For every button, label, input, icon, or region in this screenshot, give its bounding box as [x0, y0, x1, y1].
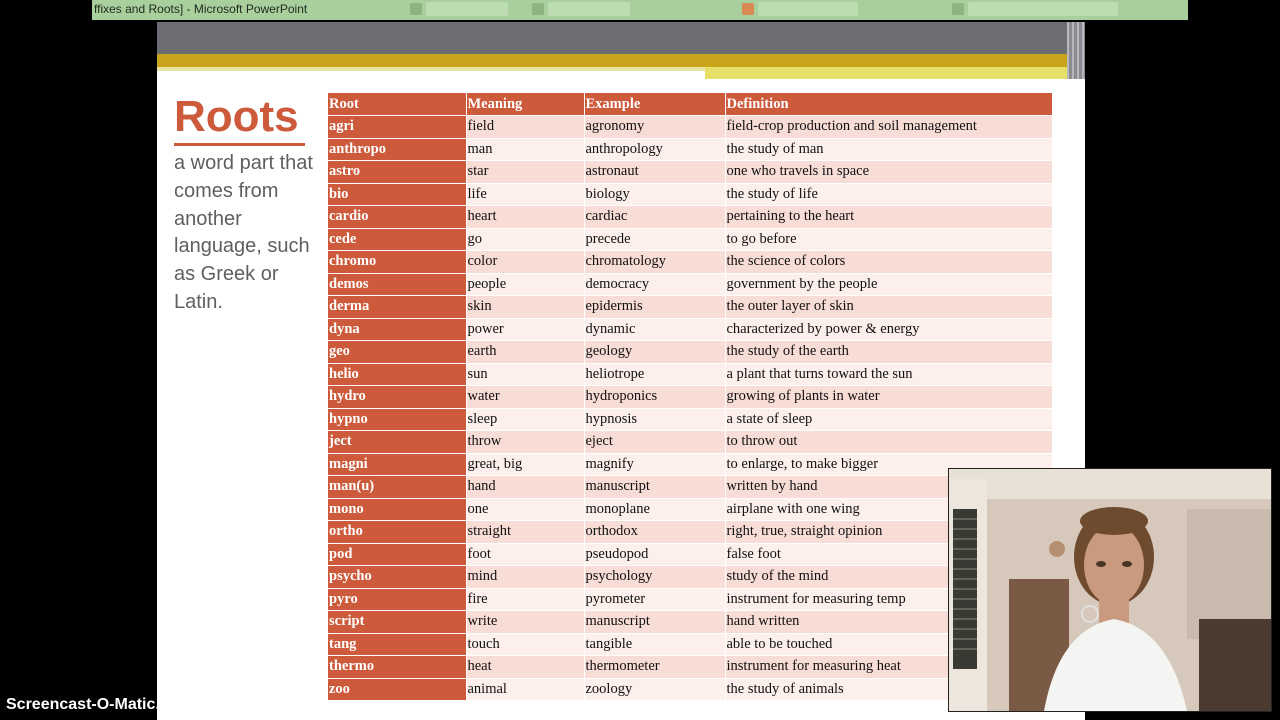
cell-definition: hand written: [725, 611, 1052, 634]
cell-meaning: man: [466, 138, 584, 161]
app-icon: [532, 3, 544, 15]
cell-meaning: animal: [466, 678, 584, 700]
cell-meaning: skin: [466, 296, 584, 319]
cell-root: cardio: [328, 206, 466, 229]
table-row: [328, 566, 1052, 589]
cell-example: hydroponics: [584, 386, 725, 409]
cell-meaning: foot: [466, 543, 584, 566]
table-row: [328, 138, 1052, 161]
app-icon: [952, 3, 964, 15]
cell-definition: false foot: [725, 543, 1052, 566]
cell-root: mono: [328, 498, 466, 521]
header-decor: [1067, 22, 1085, 79]
cell-definition: written by hand: [725, 476, 1052, 499]
cell-meaning: color: [466, 251, 584, 274]
cell-example: manuscript: [584, 611, 725, 634]
cell-definition: a state of sleep: [725, 408, 1052, 431]
table-row: [328, 678, 1052, 700]
table-row: [328, 296, 1052, 319]
cell-root: ortho: [328, 521, 466, 544]
cell-example: pseudopod: [584, 543, 725, 566]
cell-root: agri: [328, 116, 466, 139]
screencast-watermark: Screencast-O-Matic.com: [6, 696, 193, 713]
cell-definition: field-crop production and soil management: [725, 116, 1052, 139]
table-row: [328, 408, 1052, 431]
header-meaning: Meaning: [466, 93, 584, 116]
cell-example: magnify: [584, 453, 725, 476]
table-row: [328, 633, 1052, 656]
cell-example: cardiac: [584, 206, 725, 229]
cell-definition: the study of man: [725, 138, 1052, 161]
cell-example: manuscript: [584, 476, 725, 499]
cell-definition: instrument for measuring temp: [725, 588, 1052, 611]
cell-definition: the outer layer of skin: [725, 296, 1052, 319]
cell-meaning: power: [466, 318, 584, 341]
cell-meaning: heat: [466, 656, 584, 679]
table-row: [328, 363, 1052, 386]
cell-definition: able to be touched: [725, 633, 1052, 656]
cell-root: astro: [328, 161, 466, 184]
cell-example: precede: [584, 228, 725, 251]
header-band: [157, 22, 1085, 54]
cell-example: anthropology: [584, 138, 725, 161]
cell-root: hydro: [328, 386, 466, 409]
cell-meaning: sun: [466, 363, 584, 386]
cell-example: biology: [584, 183, 725, 206]
table-row: [328, 206, 1052, 229]
table-row: [328, 273, 1052, 296]
cell-meaning: sleep: [466, 408, 584, 431]
table-row: [328, 656, 1052, 679]
app-icon: [410, 3, 422, 15]
cell-example: heliotrope: [584, 363, 725, 386]
table-row: [328, 476, 1052, 499]
cell-root: cede: [328, 228, 466, 251]
slide-canvas: [157, 22, 1085, 720]
cell-example: agronomy: [584, 116, 725, 139]
cell-root: ject: [328, 431, 466, 454]
cell-root: magni: [328, 453, 466, 476]
cell-example: chromatology: [584, 251, 725, 274]
window-title: ffixes and Roots] - Microsoft PowerPoint: [94, 2, 308, 16]
cell-example: epidermis: [584, 296, 725, 319]
table-row: [328, 251, 1052, 274]
header-stripe: [157, 54, 1085, 67]
header-example: Example: [584, 93, 725, 116]
cell-definition: instrument for measuring heat: [725, 656, 1052, 679]
cell-example: dynamic: [584, 318, 725, 341]
cell-definition: right, true, straight opinion: [725, 521, 1052, 544]
cell-example: zoology: [584, 678, 725, 700]
table-header-row: [328, 93, 1052, 116]
cell-meaning: heart: [466, 206, 584, 229]
cell-root: tang: [328, 633, 466, 656]
cell-definition: characterized by power & energy: [725, 318, 1052, 341]
taskbar-tab-1[interactable]: [426, 2, 508, 16]
cell-root: man(u): [328, 476, 466, 499]
cell-meaning: hand: [466, 476, 584, 499]
table-row: [328, 161, 1052, 184]
cell-meaning: straight: [466, 521, 584, 544]
slide-title: Roots: [174, 92, 299, 141]
cell-meaning: one: [466, 498, 584, 521]
table-row: [328, 521, 1052, 544]
cell-definition: pertaining to the heart: [725, 206, 1052, 229]
cell-meaning: write: [466, 611, 584, 634]
cell-root: pod: [328, 543, 466, 566]
cell-meaning: field: [466, 116, 584, 139]
cell-root: helio: [328, 363, 466, 386]
cell-meaning: star: [466, 161, 584, 184]
cell-definition: a plant that turns toward the sun: [725, 363, 1052, 386]
cell-definition: the study of the earth: [725, 341, 1052, 364]
webcam-overlay: [948, 468, 1272, 712]
cell-definition: study of the mind: [725, 566, 1052, 589]
cell-root: bio: [328, 183, 466, 206]
cell-definition: one who travels in space: [725, 161, 1052, 184]
cell-example: eject: [584, 431, 725, 454]
header-root: Root: [328, 93, 466, 116]
cell-root: script: [328, 611, 466, 634]
cell-example: psychology: [584, 566, 725, 589]
cell-meaning: mind: [466, 566, 584, 589]
taskbar-tab-2[interactable]: [548, 2, 630, 16]
table-row: [328, 318, 1052, 341]
table-row: [328, 431, 1052, 454]
roots-table: [328, 93, 1053, 700]
cell-definition: to enlarge, to make bigger: [725, 453, 1052, 476]
cell-example: pyrometer: [584, 588, 725, 611]
cell-definition: government by the people: [725, 273, 1052, 296]
cell-example: hypnosis: [584, 408, 725, 431]
cell-definition: airplane with one wing: [725, 498, 1052, 521]
header-stripe-light: [157, 67, 705, 71]
cell-example: democracy: [584, 273, 725, 296]
webcam-image: [949, 469, 1271, 711]
cell-meaning: touch: [466, 633, 584, 656]
table-row: [328, 183, 1052, 206]
cell-root: thermo: [328, 656, 466, 679]
cell-root: demos: [328, 273, 466, 296]
table-row: [328, 453, 1052, 476]
cell-root: psycho: [328, 566, 466, 589]
cell-root: zoo: [328, 678, 466, 700]
cell-meaning: throw: [466, 431, 584, 454]
table-row: [328, 588, 1052, 611]
cell-definition: the study of animals: [725, 678, 1052, 700]
cell-root: anthropo: [328, 138, 466, 161]
table-row: [328, 386, 1052, 409]
cell-example: astronaut: [584, 161, 725, 184]
header-stripe-accent: [705, 67, 1085, 79]
cell-root: geo: [328, 341, 466, 364]
table-row: [328, 543, 1052, 566]
slide-subtitle: a word part that comes from another language, such as Greek or Latin.: [174, 152, 313, 313]
cell-definition: the study of life: [725, 183, 1052, 206]
cell-meaning: go: [466, 228, 584, 251]
cell-root: derma: [328, 296, 466, 319]
header-definition: Definition: [725, 93, 1052, 116]
taskbar-tab-3[interactable]: [758, 2, 858, 16]
cell-example: geology: [584, 341, 725, 364]
cell-meaning: life: [466, 183, 584, 206]
window-titlebar: [92, 0, 1188, 20]
table-row: [328, 116, 1052, 139]
cell-definition: the science of colors: [725, 251, 1052, 274]
cell-definition: growing of plants in water: [725, 386, 1052, 409]
cell-meaning: earth: [466, 341, 584, 364]
table-row: [328, 341, 1052, 364]
cell-definition: to go before: [725, 228, 1052, 251]
cell-root: pyro: [328, 588, 466, 611]
cell-meaning: water: [466, 386, 584, 409]
cell-example: tangible: [584, 633, 725, 656]
cell-meaning: people: [466, 273, 584, 296]
cell-meaning: fire: [466, 588, 584, 611]
table-row: [328, 498, 1052, 521]
cell-root: dyna: [328, 318, 466, 341]
cell-root: chromo: [328, 251, 466, 274]
cell-meaning: great, big: [466, 453, 584, 476]
cell-definition: to throw out: [725, 431, 1052, 454]
taskbar-tab-4[interactable]: [968, 2, 1118, 16]
cell-example: thermometer: [584, 656, 725, 679]
table-row: [328, 228, 1052, 251]
cell-example: orthodox: [584, 521, 725, 544]
cell-root: hypno: [328, 408, 466, 431]
title-underline: [174, 143, 305, 146]
cell-example: monoplane: [584, 498, 725, 521]
browser-icon: [742, 3, 754, 15]
table-row: [328, 611, 1052, 634]
